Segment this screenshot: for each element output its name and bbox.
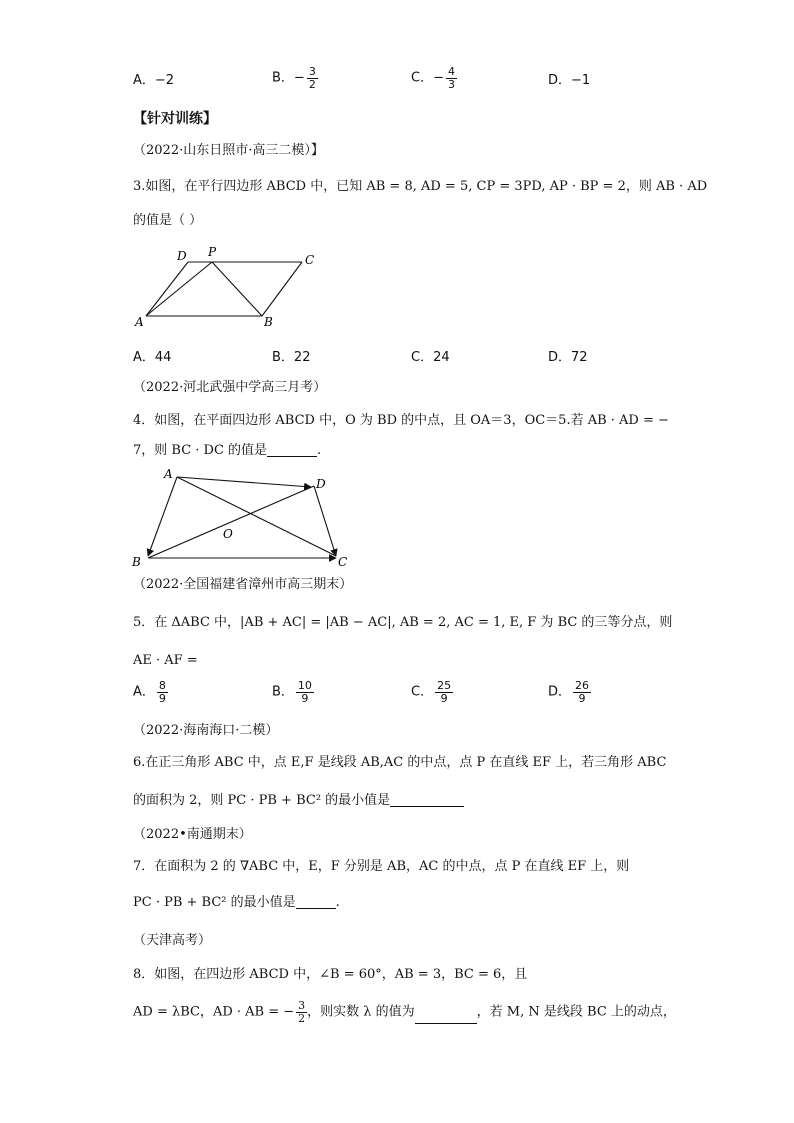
q5-option-a: A． $\frac{8}{9}$ — [133, 679, 166, 705]
q3-option-d: D．72 — [548, 350, 588, 365]
q6-source: （2022·海南海口·二模） — [133, 723, 279, 738]
q6-text-line2: 的面积为 2，则 PC · PB + BC² 的最小值是 — [133, 794, 464, 807]
q4-vector-ad — [177, 477, 311, 487]
q3-text-line2: 的值是（ ） — [133, 213, 203, 228]
q5-option-d: D． $\frac{26}{9}$ — [548, 679, 590, 705]
q4-segment-bd — [148, 486, 314, 558]
q3-parallelogram-figure — [130, 244, 330, 330]
q4-answer-blank — [267, 444, 317, 457]
q4-source: （2022·河北武强中学高三月考） — [133, 380, 327, 395]
q7-text-line2: PC · PB + BC² 的最小值是 . — [133, 895, 340, 910]
q3-side-ad — [146, 262, 188, 316]
q5-text-line2: AE · AF = — [133, 653, 198, 668]
q4-text-line2: 7，则 BC · DC 的值是 . — [133, 443, 322, 458]
q3-label-b: B — [264, 315, 273, 329]
q5-option-b: B． $\frac{10}{9}$ — [272, 679, 312, 705]
q3-text-line1: 3.如图，在平行四边形 ABCD 中，已知 AB = 8, AD = 5, CP = 3PD, AP · BP = 2，则 AB · AD — [133, 179, 708, 194]
q3-label-p: P — [208, 245, 217, 259]
q2-option-d: D．−1 — [548, 73, 591, 88]
q4-segment-ac — [177, 477, 336, 556]
q4-label-b: B — [132, 555, 141, 569]
q3-segment-ap — [146, 262, 212, 316]
q3-label-c: C — [305, 253, 315, 267]
q4-label-d: D — [316, 477, 326, 491]
q4-label-o: O — [223, 527, 233, 541]
q7-answer-blank — [296, 896, 336, 909]
q8-text-line1: 8．如图，在四边形 ABCD 中，∠B = 60°，AB = 3，BC = 6，且 — [133, 967, 528, 982]
q5-option-c: C． $\frac{25}{9}$ — [411, 679, 452, 705]
q2-option-c: C．− $\frac{4}{3}$ — [411, 65, 455, 91]
q2-option-b: B．− $\frac{3}{2}$ — [272, 65, 316, 91]
q4-quadrilateral-figure — [128, 466, 358, 574]
q5-text-line1: 5．在 ΔABC 中，|AB + AC| = |AB − AC|, AB = 2, AC = 1, E, F 为 BC 的三等分点，则 — [133, 615, 673, 630]
q8-text-line2: AD = λBC，AD · AB = − $\frac{3}{2}$ ，则实数 λ 的值为 ，若 M, N 是线段 BC 上的动点， — [133, 999, 676, 1025]
q4-label-a: A — [164, 467, 173, 481]
q3-label-d: D — [177, 249, 187, 263]
section-title: 【针对训练】 — [133, 111, 217, 127]
q4-vector-ab — [148, 477, 177, 556]
q3-label-a: A — [135, 315, 144, 329]
q3-option-b: B．22 — [272, 350, 311, 365]
q3-source: （2022·山东日照市·高三二模）】 — [133, 143, 324, 158]
q6-answer-blank — [390, 794, 464, 807]
q4-label-c: C — [338, 555, 348, 569]
q8-answer-blank — [415, 1011, 477, 1024]
q6-text-line1: 6.在正三角形 ABC 中，点 E,F 是线段 AB,AC 的中点，点 P 在直线 EF 上，若三角形 ABC — [133, 755, 667, 770]
q4-vector-dc — [314, 486, 336, 556]
q7-text-line1: 7．在面积为 2 的 ∇ABC 中，E，F 分别是 AB，AC 的中点，点 P 在直线 EF 上，则 — [133, 859, 630, 874]
q3-segment-bp — [212, 262, 262, 316]
q8-source: （天津高考） — [133, 933, 212, 948]
q4-text-line1: 4．如图，在平面四边形 ABCD 中，O 为 BD 的中点，且 OA＝3，OC＝5.若 AB · AD = − — [133, 413, 669, 428]
q5-source: （2022·全国福建省漳州市高三期末） — [133, 577, 353, 592]
q3-option-c: C．24 — [411, 350, 450, 365]
q2-option-a: A．−2 — [133, 73, 175, 88]
q3-side-cb — [262, 262, 302, 316]
q3-option-a: A．44 — [133, 350, 172, 365]
q7-source: （2022•南通期末） — [133, 827, 252, 842]
